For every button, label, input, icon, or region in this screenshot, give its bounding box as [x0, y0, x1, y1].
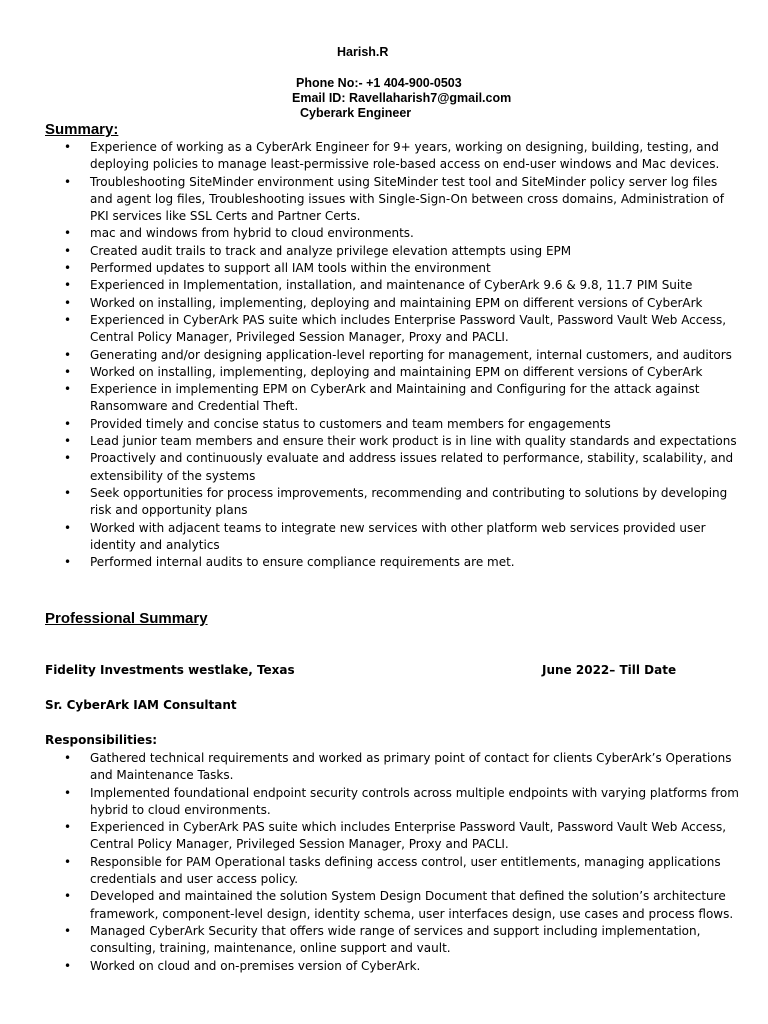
bullet-icon: • [64, 820, 72, 835]
list-item-text: Experience in implementing EPM on CyberArk and Maintaining and Configuring for the attack against Ransomware and Credential Theft. [90, 382, 700, 414]
bullet-icon: • [64, 451, 72, 466]
bullet-icon: • [64, 751, 72, 765]
bullet-icon: • [64, 434, 72, 449]
bullet-icon: • [64, 382, 72, 397]
list-item [0, 554, 740, 571]
list-item [0, 139, 740, 174]
bullet-icon: • [64, 923, 72, 938]
role-title: Sr. CyberArk IAM Consultant [45, 698, 237, 712]
bullet-icon: • [64, 520, 72, 535]
responsibilities-list [0, 750, 740, 975]
list-item [0, 312, 740, 347]
list-item [0, 225, 740, 242]
bullet-icon: • [64, 295, 72, 310]
list-item-text: Worked on installing, implementing, deploying and maintaining EPM on different versions of CyberArk [90, 295, 703, 310]
bullet-icon: • [64, 785, 72, 800]
bullet-icon: • [64, 347, 72, 362]
bullet-icon: • [64, 416, 72, 431]
company-location: Fidelity Investments westlake, Texas [45, 663, 295, 677]
list-item [0, 819, 740, 854]
list-item-text: Gathered technical requirements and worked as primary point of contact for clients CyberArk’s Operations and Maintenance Tasks. [90, 751, 732, 783]
list-item-text: Experience of working as a CyberArk Engineer for 9+ years, working on designing, building, testing, and deploying policies to manage least-permissive role-based access on end-user windows and Mac devices. [90, 140, 720, 172]
summary-list [0, 139, 740, 571]
list-item-text: Managed CyberArk Security that offers wide range of services and support including implementation, consulting, training, maintenance, online support and vault. [90, 923, 701, 956]
employment-dates: June 2022– Till Date [542, 663, 677, 677]
responsibilities-label: Responsibilities: [45, 733, 158, 747]
list-item-text: Worked on cloud and on-premises version of CyberArk. [90, 958, 421, 973]
bullet-icon: • [64, 278, 72, 293]
list-item-text: Developed and maintained the solution System Design Document that defined the solution’s architecture framework, component-level design, identity schema, user interfaces design, use cases and process flows. [90, 889, 734, 921]
list-item-text: Generating and/or designing application-level reporting for management, internal customers, and auditors [90, 347, 732, 362]
phone-number: Phone No:- +1 404-900-0503 [296, 76, 462, 90]
list-item-text: Worked with adjacent teams to integrate new services with other platform web services provided user identity and analytics [90, 520, 706, 552]
list-item-text: Performed internal audits to ensure compliance requirements are met. [90, 555, 515, 570]
list-item-text: Experienced in Implementation, installation, and maintenance of CyberArk 9.6 & 9.8, 11.7 PIM Suite [90, 278, 693, 293]
summary-heading: Summary: [45, 121, 119, 138]
list-item-text: Provided timely and concise status to customers and team members for engagements [90, 416, 611, 431]
list-item [0, 520, 740, 555]
bullet-icon: • [64, 555, 72, 570]
list-item [0, 433, 740, 450]
list-item-text: Experienced in CyberArk PAS suite which includes Enterprise Password Vault, Password Vault Web Access, Central Policy Manager, Privileged Session Manager, Proxy and PACLI. [90, 820, 727, 852]
list-item [0, 785, 740, 820]
list-item [0, 260, 740, 277]
professional-summary-heading: Professional Summary [45, 610, 208, 627]
list-item-text: Experienced in CyberArk PAS suite which includes Enterprise Password Vault, Password Vault Web Access, Central Policy Manager, Privileged Session Manager, Proxy and PACLI. [90, 312, 727, 345]
list-item-text: Troubleshooting SiteMinder environment using SiteMinder test tool and SiteMinder policy server log files and agent log files, Troubleshooting issues with Single-Sign-On between cross domains, Administration of PKI services like SSL Certs and Partner Certs. [90, 174, 725, 224]
list-item [0, 923, 740, 958]
bullet-icon: • [64, 854, 72, 869]
list-item [0, 295, 740, 312]
list-item-text: Seek opportunities for process improvements, recommending and contributing to solutions by developing risk and opportunity plans [90, 485, 728, 518]
list-item [0, 364, 740, 381]
bullet-icon: • [64, 174, 72, 189]
list-item [0, 854, 740, 889]
bullet-icon: • [64, 226, 72, 241]
list-item-text: Lead junior team members and ensure their work product is in line with quality standards and expectations [90, 434, 737, 449]
list-item-text: Proactively and continuously evaluate and address issues related to performance, stability, scalability, and extensibility of the systems [90, 451, 734, 483]
bullet-icon: • [64, 312, 72, 327]
bullet-icon: • [64, 261, 72, 276]
list-item [0, 888, 740, 923]
list-item-text: Created audit trails to track and analyze privilege elevation attempts using EPM [90, 243, 572, 258]
bullet-icon: • [64, 364, 72, 379]
bullet-icon: • [64, 889, 72, 904]
list-item [0, 277, 740, 294]
list-item [0, 958, 740, 975]
list-item [0, 416, 740, 433]
list-item [0, 485, 740, 520]
job-title: Cyberark Engineer [300, 106, 412, 120]
list-item [0, 450, 740, 485]
list-item [0, 174, 740, 226]
list-item-text: Implemented foundational endpoint security controls across multiple endpoints with varying platforms from hybrid to cloud environments. [90, 785, 739, 817]
list-item-text: Performed updates to support all IAM tools within the environment [90, 261, 491, 276]
bullet-icon: • [64, 958, 72, 973]
candidate-name: Harish.R [337, 45, 389, 59]
list-item-text: Worked on installing, implementing, deploying and maintaining EPM on different versions of CyberArk [90, 364, 703, 379]
bullet-icon: • [64, 243, 72, 258]
bullet-icon: • [64, 140, 72, 154]
bullet-icon: • [64, 485, 72, 500]
list-item [0, 381, 740, 416]
list-item [0, 347, 740, 364]
list-item [0, 243, 740, 260]
list-item-text: mac and windows from hybrid to cloud environments. [90, 226, 414, 241]
email-address: Email ID: Ravellaharish7@gmail.com [292, 91, 512, 105]
list-item-text: Responsible for PAM Operational tasks defining access control, user entitlements, managing applications credentials and user access policy. [90, 854, 721, 887]
list-item [0, 750, 740, 785]
